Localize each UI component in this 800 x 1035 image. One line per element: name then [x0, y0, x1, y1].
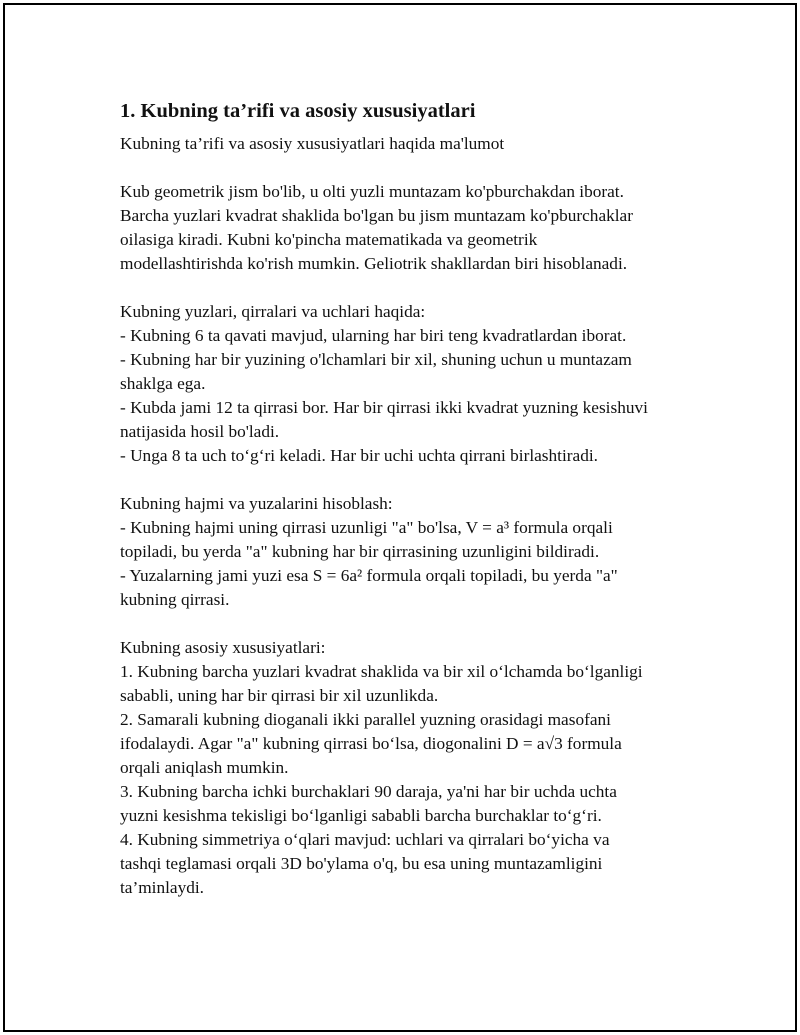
- text-line: - Kubning 6 ta qavati mavjud, ularning har biri teng kvadratlardan iborat.: [120, 326, 627, 345]
- text-line: shaklga ega.: [120, 374, 206, 393]
- paragraph-properties: [120, 636, 710, 900]
- text-line: 1. Kubning barcha yuzlari kvadrat shaklida va bir xil o‘lchamda bo‘lganligi: [120, 662, 643, 681]
- text-line: 2. Samarali kubning dioganali ikki parallel yuzning orasidagi masofani: [120, 710, 611, 729]
- text-line: Kubning yuzlari, qirralari va uchlari haqida:: [120, 302, 426, 321]
- text-line: Kub geometrik jism bo'lib, u olti yuzli muntazam ko'pburchakdan iborat.: [120, 182, 624, 201]
- text-line: tashqi teglamasi orqali 3D bo'ylama o'q, bu esa uning muntazamligini: [120, 854, 603, 873]
- text-line: sababli, uning har bir qirrasi bir xil uzunlikda.: [120, 686, 439, 705]
- section-heading: 1. Kubning ta’rifi va asosiy xususiyatlari: [120, 100, 476, 122]
- text-line: oilasiga kiradi. Kubni ko'pincha matematikada va geometrik: [120, 230, 538, 249]
- text-line: ta’minlaydi.: [120, 878, 204, 897]
- text-line: topiladi, bu yerda "a" kubning har bir qirrasining uzunligini bildiradi.: [120, 542, 600, 561]
- text-line: modellashtirishda ko'rish mumkin. Geliotrik shakllardan biri hisoblanadi.: [120, 254, 628, 273]
- text-line: - Kubning hajmi uning qirrasi uzunligi "a" bo'lsa, V = a³ formula orqali: [120, 518, 613, 537]
- text-line: - Unga 8 ta uch to‘g‘ri keladi. Har bir uchi uchta qirrani birlashtiradi.: [120, 446, 598, 465]
- text-line: natijasida hosil bo'ladi.: [120, 422, 280, 441]
- text-line: yuzni kesishma tekisligi bo‘lganligi sababli barcha burchaklar to‘g‘ri.: [120, 806, 602, 825]
- text-line: - Kubda jami 12 ta qirrasi bor. Har bir qirrasi ikki kvadrat yuzning kesishuvi: [120, 398, 648, 417]
- paragraph-faces-edges-vertices: [120, 300, 710, 468]
- text-line: - Kubning har bir yuzining o'lchamlari bir xil, shuning uchun u muntazam: [120, 350, 632, 369]
- text-line: 3. Kubning barcha ichki burchaklari 90 daraja, ya'ni har bir uchda uchta: [120, 782, 617, 801]
- paragraph-definition: [120, 180, 710, 276]
- text-line: - Yuzalarning jami yuzi esa S = 6a² formula orqali topiladi, bu yerda "a": [120, 566, 618, 585]
- page-border: [3, 3, 797, 1032]
- subtitle: Kubning ta’rifi va asosiy xususiyatlari haqida ma'lumot: [120, 134, 505, 153]
- text-line: Kubning hajmi va yuzalarini hisoblash:: [120, 494, 393, 513]
- text-line: ifodalaydi. Agar "a" kubning qirrasi bo‘lsa, diogonalini D = a√3 formula: [120, 734, 622, 753]
- text-line: orqali aniqlash mumkin.: [120, 758, 289, 777]
- text-line: Barcha yuzlari kvadrat shaklida bo'lgan bu jism muntazam ko'pburchaklar: [120, 206, 633, 225]
- document-body: [120, 98, 710, 900]
- text-line: Kubning asosiy xususiyatlari:: [120, 638, 326, 657]
- text-line: kubning qirrasi.: [120, 590, 230, 609]
- text-line: 4. Kubning simmetriya o‘qlari mavjud: uchlari va qirralari bo‘yicha va: [120, 830, 610, 849]
- paragraph-volume-area: [120, 492, 710, 612]
